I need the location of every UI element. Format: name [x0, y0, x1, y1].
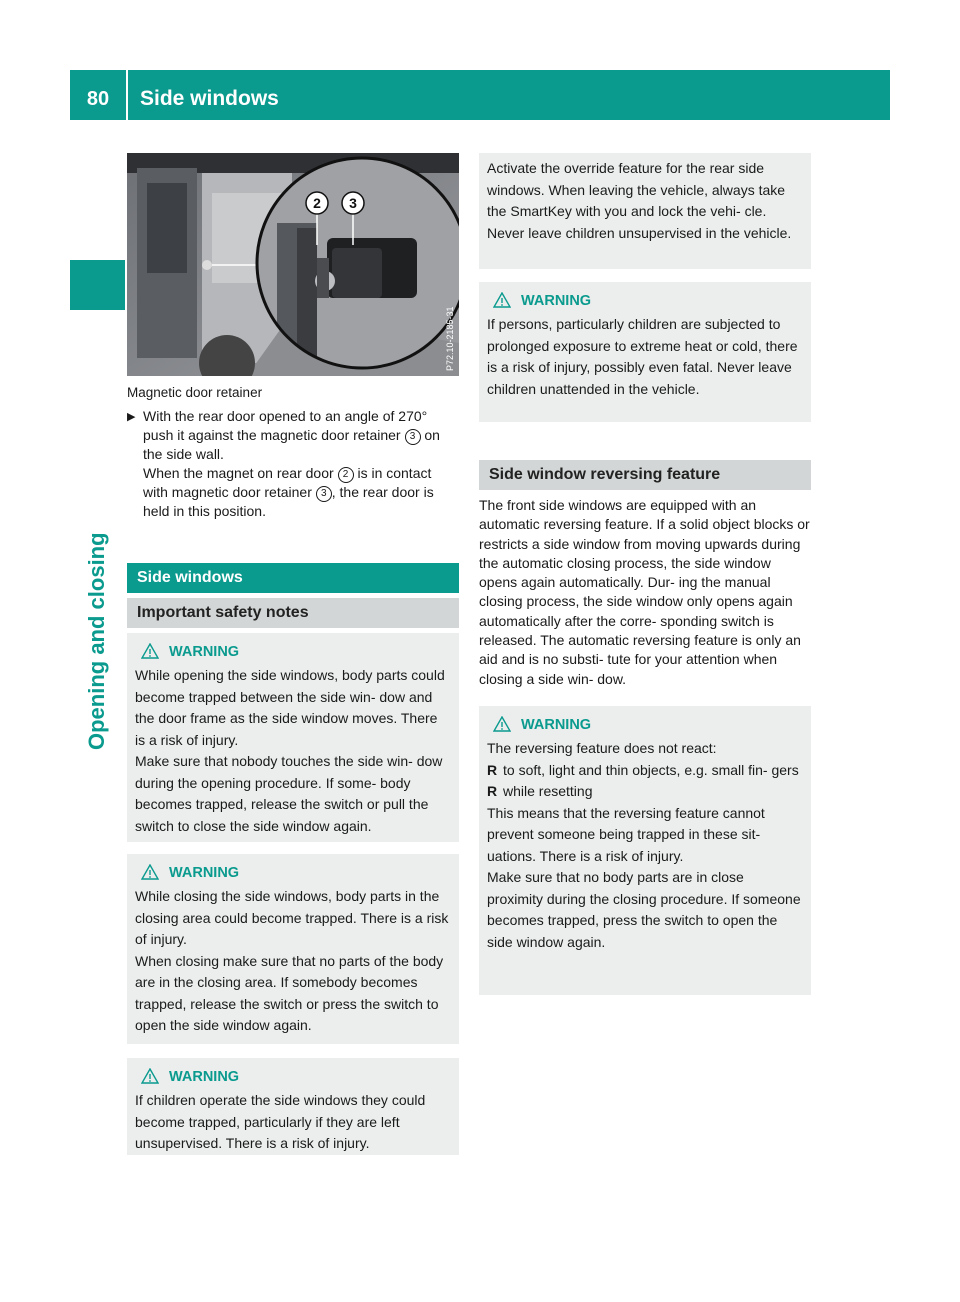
warning-triangle-icon [493, 716, 511, 732]
warning-label: WARNING [169, 865, 240, 881]
chapter-tab [70, 260, 125, 310]
image-code: P72.10-2185-31 [445, 306, 455, 371]
subsection-title: Important safety notes [127, 598, 459, 628]
door-retainer-illustration [127, 153, 459, 376]
reversing-section-title: Side window reversing feature [479, 460, 811, 490]
override-note-box: Activate the override feature for the rear side windows. When leaving the vehicle, always take the SmartKey with you and lock the vehi- cle. Never leave children unsupervised in the vehicle. [479, 153, 811, 269]
list-item: R to soft, light and thin objects, e.g. small fin- gers [487, 761, 799, 778]
page-number: 80 [86, 88, 110, 110]
page-header [70, 70, 890, 120]
ref-number: 2 [338, 467, 354, 483]
warning-box-4: WARNING If persons, particularly children are subjected to prolonged exposure to extreme heat or cold, there is a risk of injury, possibly even fatal. Never leave children unattended in the vehicle. [479, 282, 811, 422]
warning-label: WARNING [169, 644, 240, 660]
warning-triangle-icon [141, 864, 159, 880]
reversing-body: The front side windows are equipped with an automatic reversing feature. If a solid object blocks or restricts a side window from moving upwards during the automatic closing process, the side window opens again automatically. Dur- ing the manual closing process, the side window only opens again automatically after the corre- sponding switch is released. The automatic reversing feature is only an aid and is no substi- tute for your attention when closing a side win- dow. [479, 497, 810, 687]
section-title: Side windows [127, 563, 459, 593]
callout-3: 3 [349, 195, 357, 211]
ref-number: 3 [405, 429, 421, 445]
warning-label: WARNING [521, 293, 592, 309]
ref-number: 3 [316, 486, 332, 502]
warning-box-5: WARNING The reversing feature does not react: R to soft, light and thin objects, e.g. small fin- gers R while resetting This means that the reversing feature cannot prevent someone being trapped in these sit- uations. There is a risk of injury. Make sure that no body parts are in close proximity during the closing procedure. If someone becomes trapped, press the switch to open the side window again. [479, 706, 811, 995]
warning-box-3: WARNING If children operate the side windows they could become trapped, particularly if they are left unsupervised. There is a risk of injury. [127, 1058, 459, 1155]
warning-triangle-icon [141, 643, 159, 659]
header-divider [126, 70, 128, 120]
chapter-label: Opening and closing [84, 532, 109, 750]
warning-triangle-icon [493, 292, 511, 308]
warning-label: WARNING [169, 1069, 240, 1085]
page-title: Side windows [140, 87, 279, 110]
warning-box-1: WARNING While opening the side windows, body parts could become trapped between the side win- dow and the door frame as the side window moves. There is a risk of injury. Make sure that nobody touches the side win- dow during the opening procedure. If some- body becomes trapped, release the switch or pull the switch to close the side window again. [127, 633, 459, 842]
warning-box-2: WARNING While closing the side windows, body parts in the closing area could become trapped. There is a risk of injury. When closing make sure that no parts of the body are in the closing area. If somebody becomes trapped, release the switch or press the switch to open the side window again. [127, 854, 459, 1044]
warning-label: WARNING [521, 717, 592, 733]
figure-caption: Magnetic door retainer [127, 385, 263, 400]
callout-2: 2 [313, 195, 321, 211]
instruction-step: ▶ With the rear door opened to an angle of 270° push it against the magnetic door retainer 3 on the side wall. When the magnet on rear door 2 is in contact with magnetic door retainer 3 , the rear door is held in this position. [127, 408, 440, 519]
list-item: R while resetting [487, 783, 593, 799]
step-arrow-icon: ▶ [127, 411, 136, 423]
warning-triangle-icon [141, 1068, 159, 1084]
